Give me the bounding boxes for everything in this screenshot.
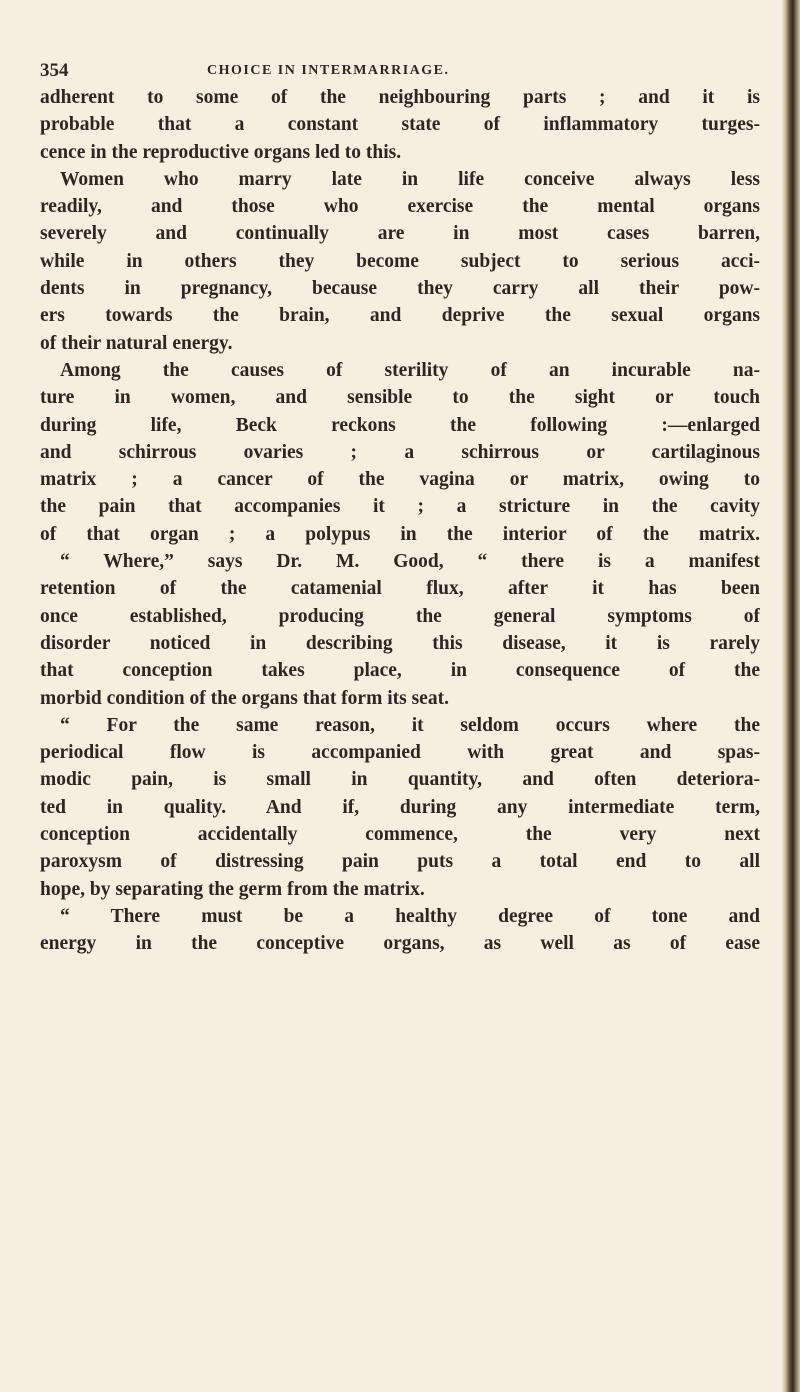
page-body-text: [40, 84, 760, 958]
page-number: 354: [40, 60, 69, 81]
text-line: “ There must be a healthy degree of tone and: [60, 905, 760, 927]
text-line: ted in quality. And if, during any intermediate term,: [40, 796, 760, 818]
text-line: morbid condition of the organs that form its seat.: [40, 687, 449, 709]
text-line: of that organ ; a polypus in the interior of the matrix.: [40, 523, 760, 545]
text-line: once established, producing the general symptoms of: [40, 605, 760, 627]
text-line: of their natural energy.: [40, 332, 233, 354]
text-line: hope, by separating the germ from the matrix.: [40, 878, 425, 900]
text-line: conception accidentally commence, the very next: [40, 824, 760, 846]
book-binding-edge: [782, 0, 800, 1392]
text-line: matrix ; a cancer of the vagina or matrix, owing to: [40, 469, 760, 491]
text-line: “ Where,” says Dr. M. Good, “ there is a manifest: [60, 551, 760, 573]
text-line: cence in the reproductive organs led to this.: [40, 141, 402, 163]
text-line: disorder noticed in describing this disease, it is rarely: [40, 632, 760, 654]
text-line: “ For the same reason, it seldom occurs where the: [60, 714, 760, 736]
text-line: retention of the catamenial flux, after it has been: [40, 578, 760, 600]
text-line: while in others they become subject to serious acci-: [40, 250, 760, 272]
text-line: paroxysm of distressing pain puts a total end to all: [40, 851, 760, 873]
text-line: during life, Beck reckons the following :—enlarged: [40, 414, 760, 436]
text-line: ture in women, and sensible to the sight or touch: [40, 387, 760, 409]
text-line: severely and continually are in most cases barren,: [40, 223, 760, 245]
text-line: adherent to some of the neighbouring parts ; and it is: [40, 87, 760, 108]
text-line: modic pain, is small in quantity, and often deteriora-: [40, 769, 760, 791]
text-line: ers towards the brain, and deprive the sexual organs: [40, 305, 760, 327]
text-line: dents in pregnancy, because they carry all their pow-: [40, 278, 760, 300]
text-line: Among the causes of sterility of an incurable na-: [60, 359, 760, 381]
running-title: CHOICE IN INTERMARRIAGE.: [207, 63, 450, 78]
text-line: that conception takes place, in consequence of the: [40, 660, 760, 682]
text-line: energy in the conceptive organs, as well as of ease: [40, 933, 760, 955]
text-line: readily, and those who exercise the mental organs: [40, 196, 760, 218]
text-line: Women who marry late in life conceive always less: [60, 168, 760, 190]
text-line: periodical flow is accompanied with great and spas-: [40, 742, 760, 764]
text-line: the pain that accompanies it ; a stricture in the cavity: [40, 496, 760, 518]
text-line: and schirrous ovaries ; a schirrous or cartilaginous: [40, 441, 760, 463]
page-header: [40, 60, 760, 80]
text-line: probable that a constant state of inflammatory turges-: [40, 114, 760, 136]
